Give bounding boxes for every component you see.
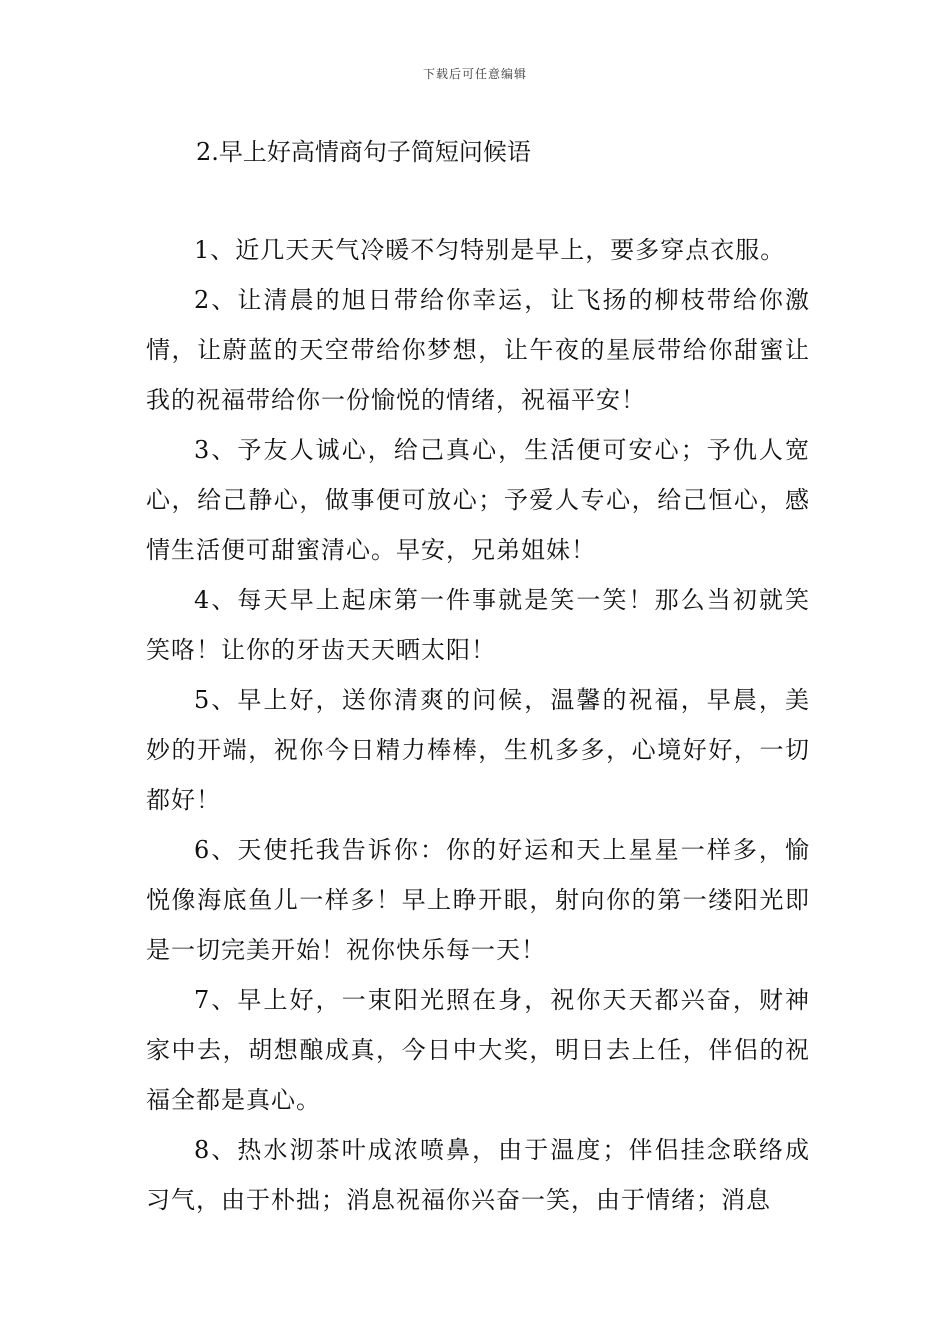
paragraph-6: 6、天使托我告诉你：你的好运和天上星星一样多，愉悦像海底鱼儿一样多！早上睁开眼，射向你的第一缕阳光即是一切完美开始！祝你快乐每一天！ bbox=[146, 836, 810, 964]
paragraph-4: 4、每天早上起床第一件事就是笑一笑！那么当初就笑笑咯！让你的牙齿天天晒太阳！ bbox=[146, 586, 810, 664]
document-title: 2.早上好高情商句子简短问候语 bbox=[196, 138, 531, 166]
paragraph-2: 2、让清晨的旭日带给你幸运，让飞扬的柳枝带给你激情，让蔚蓝的天空带给你梦想，让午夜的星辰带给你甜蜜让我的祝福带给你一份愉悦的情绪，祝福平安！ bbox=[146, 286, 810, 414]
header-note: 下载后可任意编辑 bbox=[422, 67, 527, 81]
paragraph-8: 8、热水沏茶叶成浓喷鼻，由于温度；伴侣挂念联络成习气，由于朴拙；消息祝福你兴奋一笑，由于情绪；消息 bbox=[146, 1136, 810, 1214]
document-body bbox=[146, 225, 810, 1225]
paragraph-1: 1、近几天天气冷暖不匀特别是早上，要多穿点衣服。 bbox=[194, 236, 786, 264]
paragraph-7: 7、早上好，一束阳光照在身，祝你天天都兴奋，财神家中去，胡想酿成真，今日中大奖，明日去上任，伴侣的祝福全都是真心。 bbox=[146, 986, 810, 1114]
paragraph-5: 5、早上好，送你清爽的问候，温馨的祝福，早晨，美妙的开端，祝你今日精力棒棒，生机多多，心境好好，一切都好！ bbox=[146, 686, 810, 814]
paragraph-3: 3、予友人诚心，给己真心，生活便可安心；予仇人宽心，给己静心，做事便可放心；予爱人专心，给己恒心，感情生活便可甜蜜清心。早安，兄弟姐妹！ bbox=[146, 436, 810, 564]
